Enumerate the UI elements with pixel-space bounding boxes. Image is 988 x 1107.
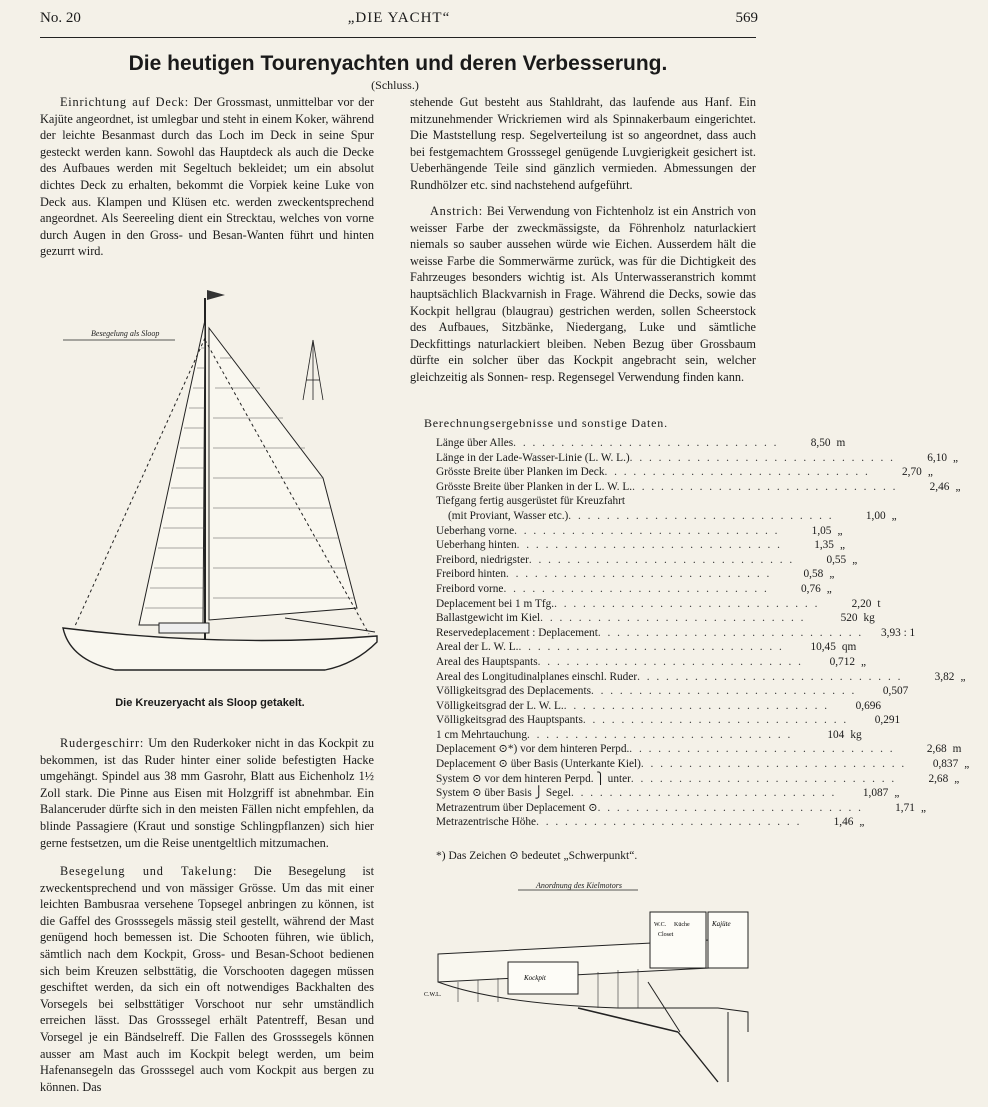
row-unit: „ <box>861 655 867 668</box>
leader-dots <box>625 494 674 509</box>
leader-dots: . . . . . . . . . . . . . . . . . . . . . . . . . . . . <box>518 641 784 654</box>
row-unit <box>726 494 756 509</box>
plan-waterline-label: C.W.L. <box>424 992 442 998</box>
row-unit <box>908 684 938 699</box>
leader-dots: . . . . . . . . . . . . . . . . . . . . . . . . . . . . <box>632 480 898 493</box>
row-label: Ueberhang vorne <box>436 524 515 537</box>
row-unit: „ <box>954 772 960 785</box>
row-value: 0,58 <box>803 568 824 581</box>
row-value: 6,10 <box>927 451 948 464</box>
row-value: 1,05 <box>811 524 832 537</box>
leader-dots: . . . . . . . . . . . . . . . . . . . . . . . . . . . . <box>505 568 772 581</box>
article-title: Die heutigen Tourenyachten und deren Verbesserung. <box>128 52 668 75</box>
row-unit: kg <box>850 728 862 741</box>
table-row <box>436 742 962 757</box>
row-label: Länge über Alles <box>436 437 514 449</box>
table-row <box>436 524 843 539</box>
row-label: (mit Proviant, Wasser etc.) <box>448 509 569 522</box>
footnote: *) Das Zeichen ⊙ bedeutet „Schwerpunkt“. <box>436 850 638 862</box>
row-label: Freibord vorne <box>436 582 504 595</box>
leader-dots: . . . . . . . . . . . . . . . . . . . . . . . . . . . . <box>629 743 895 756</box>
row-unit: „ <box>859 816 865 829</box>
leader-dots: . . . . . . . . . . . . . . . . . . . . . . . . . . . . <box>597 801 863 814</box>
leader-dots: . . . . . . . . . . . . . . . . . . . . . . . . . . . . <box>570 787 837 800</box>
section-text: Bei Verwendung von Fichtenholz ist ein Anstrich von weisser Farbe der zweckmässigste, da Föhrenholz naturlackiert niemals so sauber aussehen würde wie Eichen. Ausserdem hält die weisse Farbe die Sommerwärme zurück, was für die Dichtigkeit des Fahrzeuges besonders wichtig ist. Als Unterwasseranstrich kommt hauptsächlich Blackvarnish in Frage. Während die Decks, sowie das Kockpit hellgrau (blaugrau) gestrichen werden, sollen Scheerstock des Aufbaues, Sitzbänke, Niedergang, Luke und sämtliche Deckfittings naturlackiert bleiben. Neben Bezug über Grossbaum dürfte ein solcher über das Kockpit angebracht sein, welcher gleichzeitig als Sonnen- resp. Regensegel Verwendung finden kann. <box>410 204 756 384</box>
row-value: 0,76 <box>801 582 821 595</box>
row-unit: m <box>952 743 962 756</box>
row-value: 3,82 <box>934 670 955 683</box>
row-label: Metrazentrische Höhe <box>436 816 537 829</box>
row-label: Reservedeplacement : Deplacement <box>436 626 598 639</box>
row-value: 2,46 <box>929 480 950 493</box>
table-row <box>436 582 832 597</box>
section-anstrich <box>410 203 756 408</box>
table-row <box>436 465 933 480</box>
sloop-figure-label: Besegelung als Sloop <box>91 329 160 338</box>
row-label: Grösste Breite über Planken im Deck <box>436 466 605 479</box>
table-row <box>436 480 961 495</box>
leader-dots: . . . . . . . . . . . . . . . . . . . . . . . . . . . . <box>516 539 782 552</box>
journal-name: „DIE YACHT“ <box>347 10 451 26</box>
table-row <box>436 538 845 553</box>
leader-dots: . . . . . . . . . . . . . . . . . . . . . . . . . . . . <box>582 714 849 727</box>
row-value: 104 <box>827 728 845 741</box>
row-label: Areal des Longitudinalplanes einschl. Ruder <box>436 670 638 683</box>
leader-dots: . . . . . . . . . . . . . . . . . . . . . . . . . . . . <box>568 509 834 522</box>
leader-dots: . . . . . . . . . . . . . . . . . . . . . . . . . . . . <box>540 612 806 625</box>
section-deck <box>40 94 374 264</box>
table-row <box>436 451 959 466</box>
table-row <box>436 713 901 728</box>
row-value: 0,712 <box>829 655 855 668</box>
table-row <box>436 611 875 626</box>
row-unit: „ <box>839 539 845 552</box>
leader-dots: . . . . . . . . . . . . . . . . . . . . . . . . . . . . <box>526 728 793 741</box>
table-row <box>436 553 858 568</box>
row-label: System ⊙ über Basis ⎭ Segel <box>436 787 571 800</box>
issue-number: No. 20 <box>40 10 81 26</box>
table-row <box>436 801 926 816</box>
plan-title: Anordnung des Kielmotors <box>536 881 622 890</box>
row-value: 1,00 <box>865 509 886 522</box>
running-header <box>40 10 758 36</box>
leader-dots: . . . . . . . . . . . . . . . . . . . . . . . . . . . . <box>513 437 779 449</box>
leader-dots: . . . . . . . . . . . . . . . . . . . . . . . . . . . . <box>629 451 896 464</box>
section-lead: Anstrich: <box>430 204 483 218</box>
row-unit: „ <box>964 758 970 771</box>
row-label: Völligkeitsgrad des Deplacements <box>436 685 591 698</box>
section-besegelung <box>40 863 374 1093</box>
row-value: 0,837 <box>932 758 959 771</box>
table-row <box>436 567 835 582</box>
row-label: Ballastgewicht im Kiel <box>436 612 541 625</box>
leader-dots: . . . . . . . . . . . . . . . . . . . . . . . . . . . . <box>630 772 897 785</box>
sloop-sail-plan <box>55 268 385 688</box>
leader-dots: . . . . . . . . . . . . . . . . . . . . . . . . . . . . <box>503 582 769 595</box>
row-value: 1,71 <box>895 801 915 814</box>
row-label: Deplacement ⊙*) vor dem hinteren Perpd. <box>436 743 630 756</box>
plan-tag: W.C. <box>654 922 667 928</box>
row-unit: „ <box>891 509 897 522</box>
section-text: Um den Ruderkoker nicht in das Kockpit zu bekommen, ist das Ruder hinter einer solide befestigten Hacke umgehängt. Spindel aus 38 mm Gasrohr, Blatt aus Eichenholz 1½ Zoll stark. Die Pinne aus Eisen mit Holzgriff ist abnehmbar. Ein Balanceruder dürfte sich in den meisten Fällen nicht empfehlen, da blinde Passagiere (Kraut und sonstige Schlingpflanzen) sich hier gerne festsetzen, um die Reise unentgeltlich mitzumachen. <box>40 736 374 850</box>
page-number: 569 <box>735 10 758 26</box>
row-unit: „ <box>826 582 832 595</box>
table-row <box>436 509 897 524</box>
row-value: 8,50 <box>810 437 831 449</box>
row-value: 0,507 <box>882 685 909 698</box>
leader-dots: . . . . . . . . . . . . . . . . . . . . . . . . . . . . <box>590 685 857 698</box>
table-row <box>436 436 846 451</box>
row-unit <box>881 699 911 714</box>
row-value: 10,45 <box>810 641 836 654</box>
row-value: 0,291 <box>874 714 901 727</box>
figure-caption: Die Kreuzeryacht als Sloop getakelt. <box>115 697 305 709</box>
row-label: Grösste Breite über Planken in der L. W. L. <box>436 480 633 493</box>
row-label: Völligkeitsgrad des Hauptspants <box>436 714 583 727</box>
table-row <box>436 494 756 509</box>
section-lead: Besegelung und Takelung: <box>60 864 238 878</box>
header-rule <box>40 37 756 38</box>
leader-dots: . . . . . . . . . . . . . . . . . . . . . . . . . . . . <box>604 466 870 479</box>
row-unit: „ <box>894 787 900 800</box>
table-row <box>436 597 881 612</box>
leader-dots: . . . . . . . . . . . . . . . . . . . . . . . . . . . . <box>597 626 864 639</box>
row-value: 2,70 <box>902 466 922 479</box>
section-ruder <box>40 735 374 863</box>
section-continuation <box>410 94 756 202</box>
row-value <box>674 494 726 509</box>
leader-dots: . . . . . . . . . . . . . . . . . . . . . . . . . . . . <box>536 816 802 829</box>
section-text: Der Grossmast, unmittelbar vor der Kajüte angeordnet, ist umlegbar und steht in einem Koker, während der leichte Besanmast durch das Loch im Deck in seine Spur gesteckt werden kann. Sowohl das Hauptdeck als auch die Decke des Aufbaues werden mit Segeltuch bekleidet; um ein absolut dichtes Deck zu erhalten, bekommt die Vorpiek keine Luke von Deck aus. Klampen und Klüsen etc. werden zweckentsprechend angeordnet. Als Seereeling dient ein Strecktau, welches von vorne durch Augen in den Gross- und Besan-Wanten führt und hinten gezurrt wird. <box>40 95 374 259</box>
row-label: Deplacement ⊙ über Basis (Unterkante Kiel) <box>436 758 641 771</box>
row-value: 2,68 <box>928 772 949 785</box>
row-unit: „ <box>953 451 959 464</box>
row-unit <box>915 626 945 641</box>
section-text: Die Besegelung ist zweckentsprechend und von mässiger Grösse. Um das mit einer leichten Bambusraa versehene Topsegel anbringen zu können, ist die Gaffel des Grosssegels mässig steil gestellt, während der Mast genügend hoch bemessen ist. Die Schooten führen, wie üblich, sämtlich nach dem Kockpit, Gross- und Besan-Schoot bedienen sich beim Kreuzen selbsttätig, die Vorschooten dagegen müssen geschiftet werden, da sich ein oft notwendiges Backhalten des Vorsegels bei selbsttätiger Vorschoot nur sehr umständlich erreichen lässt. Das Grosssegel erhält Patentreff, Besan und Vorsegel je ein Bändselreff. Die Fallen des Grosssegels können ausser am Mast auch im Kockpit belegt werden, um beim Hafenansegeln das Grosssegel auch vom Kockpit aus bergen zu können. Das <box>40 864 374 1094</box>
row-unit: t <box>877 597 881 610</box>
row-unit: „ <box>829 568 835 581</box>
table-row <box>436 670 966 685</box>
row-unit: „ <box>920 801 926 814</box>
row-label: Areal der L. W. L. <box>436 641 519 654</box>
row-value: 520 <box>840 612 858 625</box>
row-unit: m <box>836 437 846 449</box>
row-value: 0,55 <box>826 553 847 566</box>
row-unit: „ <box>927 466 933 479</box>
leader-dots: . . . . . . . . . . . . . . . . . . . . . . . . . . . . <box>637 670 903 683</box>
plan-cabin-label: Kajüte <box>712 920 731 928</box>
row-label: Länge in der Lade-Wasser-Linie (L. W. L.) <box>436 451 630 464</box>
row-unit: „ <box>852 553 858 566</box>
leader-dots: . . . . . . . . . . . . . . . . . . . . . . . . . . . . <box>554 597 820 610</box>
row-label: Metrazentrum über Deplacement ⊙ <box>436 801 598 814</box>
row-label: 1 cm Mehrtauchung <box>436 728 527 741</box>
leader-dots: . . . . . . . . . . . . . . . . . . . . . . . . . . . . <box>640 758 907 771</box>
row-label: Freibord hinten <box>436 568 506 581</box>
row-label: Freibord, niedrigster <box>436 553 529 566</box>
table-row <box>436 815 865 830</box>
row-value: 2,20 <box>851 597 872 610</box>
row-value: 1,35 <box>814 539 834 552</box>
plan-cockpit-label: Kockpit <box>524 974 546 982</box>
row-value: 1,46 <box>833 816 854 829</box>
row-label: System ⊙ vor dem hinteren Perpd. ⎫ unter <box>436 772 631 785</box>
row-value: 1,087 <box>862 787 889 800</box>
table-row <box>436 684 909 699</box>
table-row <box>436 640 857 655</box>
row-value: 0,696 <box>855 699 882 712</box>
section-lead: Einrichtung auf Deck: <box>60 95 190 109</box>
section-text: stehende Gut besteht aus Stahldraht, das laufende aus Hanf. Ein mitzunehmender Wrickriemen wird als Spinnakerbaum eingerichtet. Die Maststellung resp. Segelverteilung ist so angeordnet, dass auch bei festgemachtem Grosssegel genügende Luvgierigkeit gesichert ist. Ueberhängende Teile sind gänzlich vermieden. Abmessungen der Rundhölzer etc. sind nachstehend aufgeführt. <box>410 95 756 192</box>
article-subtitle: (Schluss.) <box>371 78 419 92</box>
plan-tag: Küche <box>674 922 690 928</box>
table-row <box>436 786 900 801</box>
row-unit: kg <box>863 612 875 625</box>
row-unit: „ <box>955 480 961 493</box>
table-row <box>436 757 970 772</box>
table-heading: Berechnungsergebnisse und sonstige Daten. <box>424 416 668 430</box>
leader-dots: . . . . . . . . . . . . . . . . . . . . . . . . . . . . <box>537 655 803 668</box>
table-row <box>436 728 862 743</box>
leader-dots: . . . . . . . . . . . . . . . . . . . . . . . . . . . . <box>528 553 795 566</box>
table-row <box>436 772 960 787</box>
table-row <box>436 655 867 670</box>
row-label: Ueberhang hinten <box>436 539 517 552</box>
table-row <box>436 626 916 641</box>
row-label: Völligkeitsgrad der L. W. L. <box>436 699 564 712</box>
plan-tag: Closet <box>658 932 674 938</box>
row-unit: „ <box>837 524 843 537</box>
section-lead: Rudergeschirr: <box>60 736 145 750</box>
row-label: Deplacement bei 1 m Tfg. <box>436 597 555 610</box>
leader-dots: . . . . . . . . . . . . . . . . . . . . . . . . . . . . <box>563 699 830 712</box>
row-unit <box>900 713 930 728</box>
leader-dots: . . . . . . . . . . . . . . . . . . . . . . . . . . . . <box>514 524 780 537</box>
row-label: Tiefgang fertig ausgerüstet für Kreuzfahrt <box>436 495 626 508</box>
row-unit: „ <box>960 670 966 683</box>
row-unit: qm <box>841 641 857 654</box>
row-value: 3,93 : 1 <box>880 626 916 639</box>
data-table <box>436 436 970 830</box>
row-label: Areal des Hauptspants <box>436 655 538 668</box>
keel-motor-plan <box>418 882 758 1092</box>
table-row <box>436 699 882 714</box>
row-value: 2,68 <box>926 743 947 756</box>
